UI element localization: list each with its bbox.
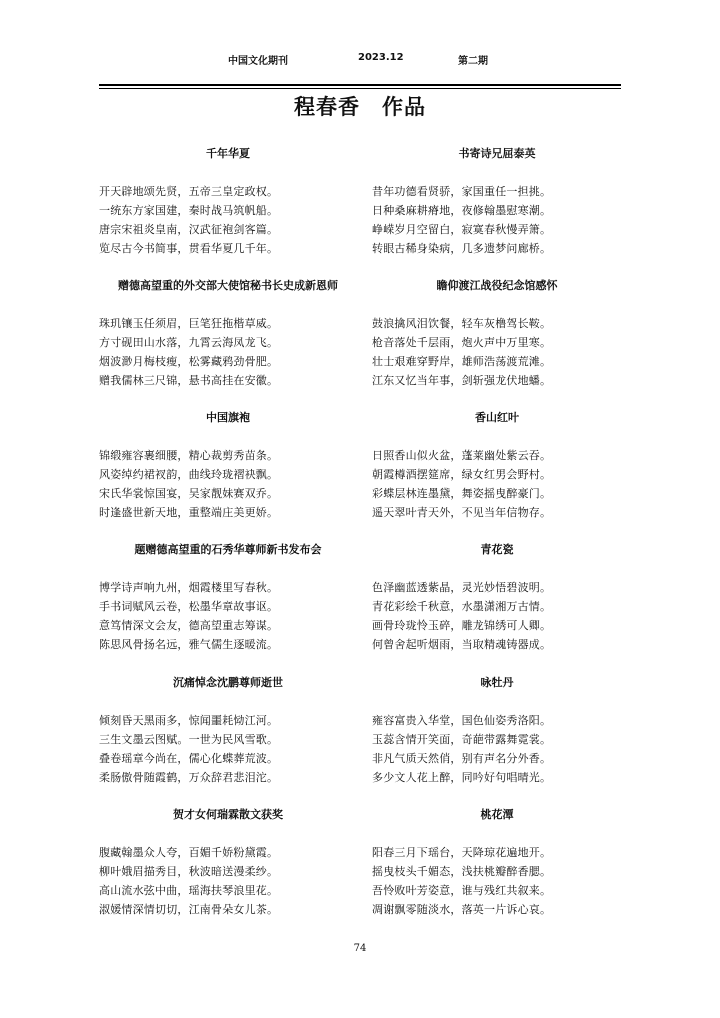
poem — [372, 540, 622, 654]
poem-line: 览尽古今书简事，贯看华夏几千年。 — [99, 242, 279, 255]
poem-line: 吾怜败叶芳姿意，谁与残红共叙来。 — [372, 884, 552, 897]
issue-date: 2023.12 — [358, 52, 404, 63]
poem-line: 高山流水弦中曲，瑶海扶琴浪里花。 — [99, 884, 279, 897]
poem-line: 烟波渺月梅枝瘦，松雾藏鸦劲骨肥。 — [99, 355, 279, 368]
poem-line: 峥嵘岁月空留白，寂寞春秋慢弄箫。 — [372, 223, 552, 236]
journal-name: 中国文化期刊 — [228, 56, 288, 67]
poem-line: 遥天翠叶青天外，不见当年信物存。 — [372, 506, 552, 519]
poem-title: 书寄诗兄屈泰英 — [458, 147, 536, 160]
poem-line: 画骨玲珑怜玉碎，雕龙锦绣可人卿。 — [372, 619, 552, 632]
header-rule-thin — [99, 88, 621, 89]
poem-line: 博学诗声响九州，烟霞楼里写春秋。 — [99, 581, 279, 594]
poem — [372, 144, 622, 258]
poem-line: 日种桑麻耕瘠地，夜修翰墨慰寒潮。 — [372, 204, 552, 217]
poem-line: 赠我儒林三尺锦，悬书高挂在安徽。 — [99, 374, 279, 387]
poem — [99, 144, 357, 258]
poem-line: 腹藏翰墨众人夸，百媚千娇粉黛霞。 — [99, 846, 279, 859]
poem-line: 枪音落处千层雨，炮火声中万里寒。 — [372, 336, 552, 349]
poem-line: 非凡气质天然俏，别有声名分外香。 — [372, 752, 552, 765]
poem-line: 方寸砚田山水落，九霄云海凤龙飞。 — [99, 336, 279, 349]
poem-line: 宋氏华裳惊国宴，吴家靓妹赛双乔。 — [99, 487, 279, 500]
page-title: 程春香 作品 — [294, 95, 426, 119]
poem-line: 陈思风骨扬名远，雅气儒生逐暖流。 — [99, 638, 279, 651]
poem — [372, 408, 622, 522]
poem-title: 中国旗袍 — [206, 411, 250, 424]
poem-title: 贺才女何瑞霖散文获奖 — [173, 808, 283, 821]
poem-line: 昔年功德看贤骄，家国重任一担挑。 — [372, 185, 552, 198]
poem-title: 咏牡丹 — [480, 676, 514, 689]
poem-line: 壮士艰难穿野岸，雄师浩荡渡荒滩。 — [372, 355, 552, 368]
poem-line: 阳春三月下瑶台，天降琼花遍地开。 — [372, 846, 552, 859]
issue-number: 第二期 — [458, 56, 488, 67]
poem-line: 淑媛情深情切切，江南骨朵女儿茶。 — [99, 903, 279, 916]
poem-title: 沉痛悼念沈鹏尊师逝世 — [173, 676, 283, 689]
poem-title: 瞻仰渡江战役纪念馆感怀 — [436, 279, 558, 292]
poem-line: 叠卷瑶章今尚在，儒心化蝶葬荒波。 — [99, 752, 279, 765]
poem-line: 鼓浪擒风泪饮餐，轻车灰橹驾长鞍。 — [372, 317, 552, 330]
poem — [372, 673, 622, 787]
poem — [372, 805, 622, 919]
poem — [99, 276, 357, 390]
poem-line: 凋谢飘零随淡水，落英一片诉心哀。 — [372, 903, 552, 916]
poem-line: 珠玑镶玉任须眉，巨笔狂拖楷草威。 — [99, 317, 279, 330]
poem-line: 手书词赋风云卷，松墨华章故事讴。 — [99, 600, 279, 613]
poem-line: 一统东方家国建，秦时战马筑帆船。 — [99, 204, 279, 217]
poem — [372, 276, 622, 390]
poem-line: 唐宗宋祖炎皇南，汉武征袍剑客篇。 — [99, 223, 279, 236]
poem-line: 雍容富贵入华堂，国色仙姿秀洛阳。 — [372, 714, 552, 727]
poem-line: 倾刻昏天黑雨多，惊闻噩耗恸江河。 — [99, 714, 279, 727]
poem-line: 玉蕊含情开笑面，奇葩带露舞霓裳。 — [372, 733, 552, 746]
poem-line: 时逢盛世新天地，重整端庄美更娇。 — [99, 506, 279, 519]
poem-line: 彩蝶层林连墨黛，舞姿摇曳醉豪门。 — [372, 487, 552, 500]
poem-line: 柔肠傲骨随霞鹤，万众辞君悲泪沱。 — [99, 771, 279, 784]
poem-line: 锦缎雍容裹细腰，精心裁剪秀苗条。 — [99, 449, 279, 462]
poem-line: 摇曳枝头千媚态，浅扶桃瓣醉香腮。 — [372, 865, 552, 878]
poem-line: 意笃情深文会友，德高望重志筹谋。 — [99, 619, 279, 632]
poem-line: 日照香山似火盆，蓬莱幽处紫云吞。 — [372, 449, 552, 462]
poem-title: 香山红叶 — [475, 411, 519, 424]
poem-line: 柳叶娥眉描秀目，秋波暗送漫柔纱。 — [99, 865, 279, 878]
poem-title: 桃花潭 — [480, 808, 514, 821]
poem-title: 千年华夏 — [206, 147, 250, 160]
poem-line: 色泽幽蓝透紫晶，灵光妙悟碧波明。 — [372, 581, 552, 594]
header-rule-thick — [99, 84, 621, 86]
poem-line: 转眼古稀身染病，几多遗梦问廊桥。 — [372, 242, 552, 255]
poem-line: 朝霞樽酒摆筵席，绿女红男会野村。 — [372, 468, 552, 481]
page-number: 74 — [353, 943, 367, 954]
poem-title: 青花瓷 — [480, 543, 514, 556]
page-header — [0, 52, 720, 68]
poem-line: 青花彩绘千秋意，水墨潇湘万古情。 — [372, 600, 552, 613]
poem-title: 题赠德高望重的石秀华尊师新书发布会 — [134, 543, 322, 556]
poem-line: 何曾舍起听烟雨，当取精魂铸器成。 — [372, 638, 552, 651]
poem — [99, 540, 357, 654]
poem-line: 开天辟地颂先贤，五帝三皇定政权。 — [99, 185, 279, 198]
poem — [99, 805, 357, 919]
poem-line: 多少文人花上醉，同吟好句唱晴光。 — [372, 771, 552, 784]
poem-line: 江东又忆当年事，剑斩强龙伏地蟠。 — [372, 374, 552, 387]
poem-line: 风姿绰约裙衩韵，曲线玲珑褶袂飘。 — [99, 468, 279, 481]
poem — [99, 673, 357, 787]
poem-title: 赠德高望重的外交部大使馆秘书长史成新恩师 — [118, 279, 338, 292]
poem-line: 三生文墨云图赋。一世为民风雪歌。 — [99, 733, 279, 746]
poem — [99, 408, 357, 522]
